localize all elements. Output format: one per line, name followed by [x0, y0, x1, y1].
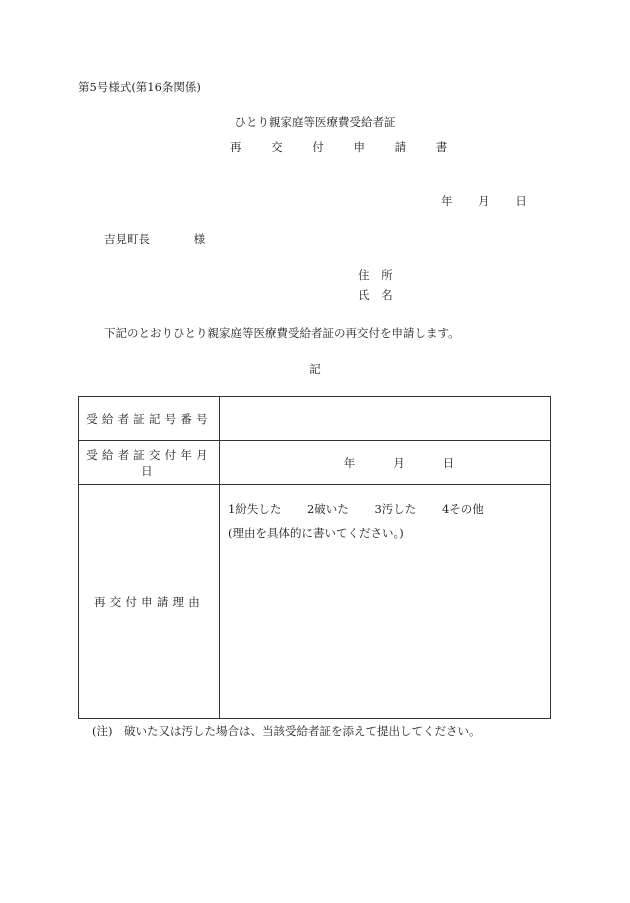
subtitle-char: 交 [271, 140, 283, 154]
name-label [358, 288, 393, 302]
certificate-number-field[interactable] [220, 397, 551, 441]
subtitle-char: 申 [353, 140, 365, 154]
date-day-label: 日 [515, 194, 527, 208]
issue-month-label: 月 [393, 455, 405, 470]
subtitle-char: 再 [230, 140, 242, 154]
form-number: 第5号様式(第16条関係) [78, 80, 201, 94]
footnote: (注) 破いた又は汚した場合は、当該受給者証を添えて提出してください。 [92, 724, 481, 738]
subtitle-char: 付 [312, 140, 324, 154]
date-month-label: 月 [478, 194, 490, 208]
certificate-number-label: 受給者証記号番号 [79, 397, 220, 441]
issue-date-field[interactable] [220, 441, 551, 485]
address-label-char: 住 [358, 268, 370, 282]
reason-content [228, 501, 484, 541]
table-row [79, 441, 551, 485]
address-label [358, 268, 393, 282]
page-title: ひとり親家庭等医療費受給者証 [234, 115, 396, 129]
addressee-name: 吉見町長 [104, 232, 150, 246]
page-subtitle [230, 140, 447, 154]
address-label-char: 所 [381, 268, 393, 282]
date-year-label: 年 [441, 194, 453, 208]
name-label-char: 氏 [358, 288, 370, 302]
reason-options [228, 501, 484, 517]
reason-note: (理由を具体的に書いてください。) [228, 526, 404, 540]
issue-year-label: 年 [343, 455, 356, 470]
reason-option-soiled[interactable]: 3汚した [374, 502, 417, 516]
subtitle-char: 請 [394, 140, 407, 154]
subtitle-char: 書 [435, 140, 448, 154]
reason-option-lost[interactable]: 1紛失した [228, 502, 282, 516]
issue-day-label: 日 [442, 455, 455, 470]
reason-field[interactable] [220, 485, 551, 719]
table-row [79, 485, 551, 719]
reason-option-torn[interactable]: 2破いた [306, 502, 349, 516]
date-header [441, 194, 527, 208]
issue-date-label: 受給者証交付年月日 [79, 441, 220, 485]
table-row [79, 397, 551, 441]
name-label-char: 名 [381, 288, 393, 302]
reason-label: 再交付申請理由 [79, 485, 220, 719]
issue-date-parts [248, 455, 550, 471]
addressee-honorific: 様 [193, 232, 206, 246]
application-table [78, 396, 551, 719]
ki-mark: 記 [309, 362, 321, 376]
reason-option-other[interactable]: 4その他 [441, 502, 484, 516]
addressee [104, 232, 205, 246]
application-statement: 下記のとおりひとり親家庭等医療費受給者証の再交付を申請します。 [104, 326, 460, 340]
